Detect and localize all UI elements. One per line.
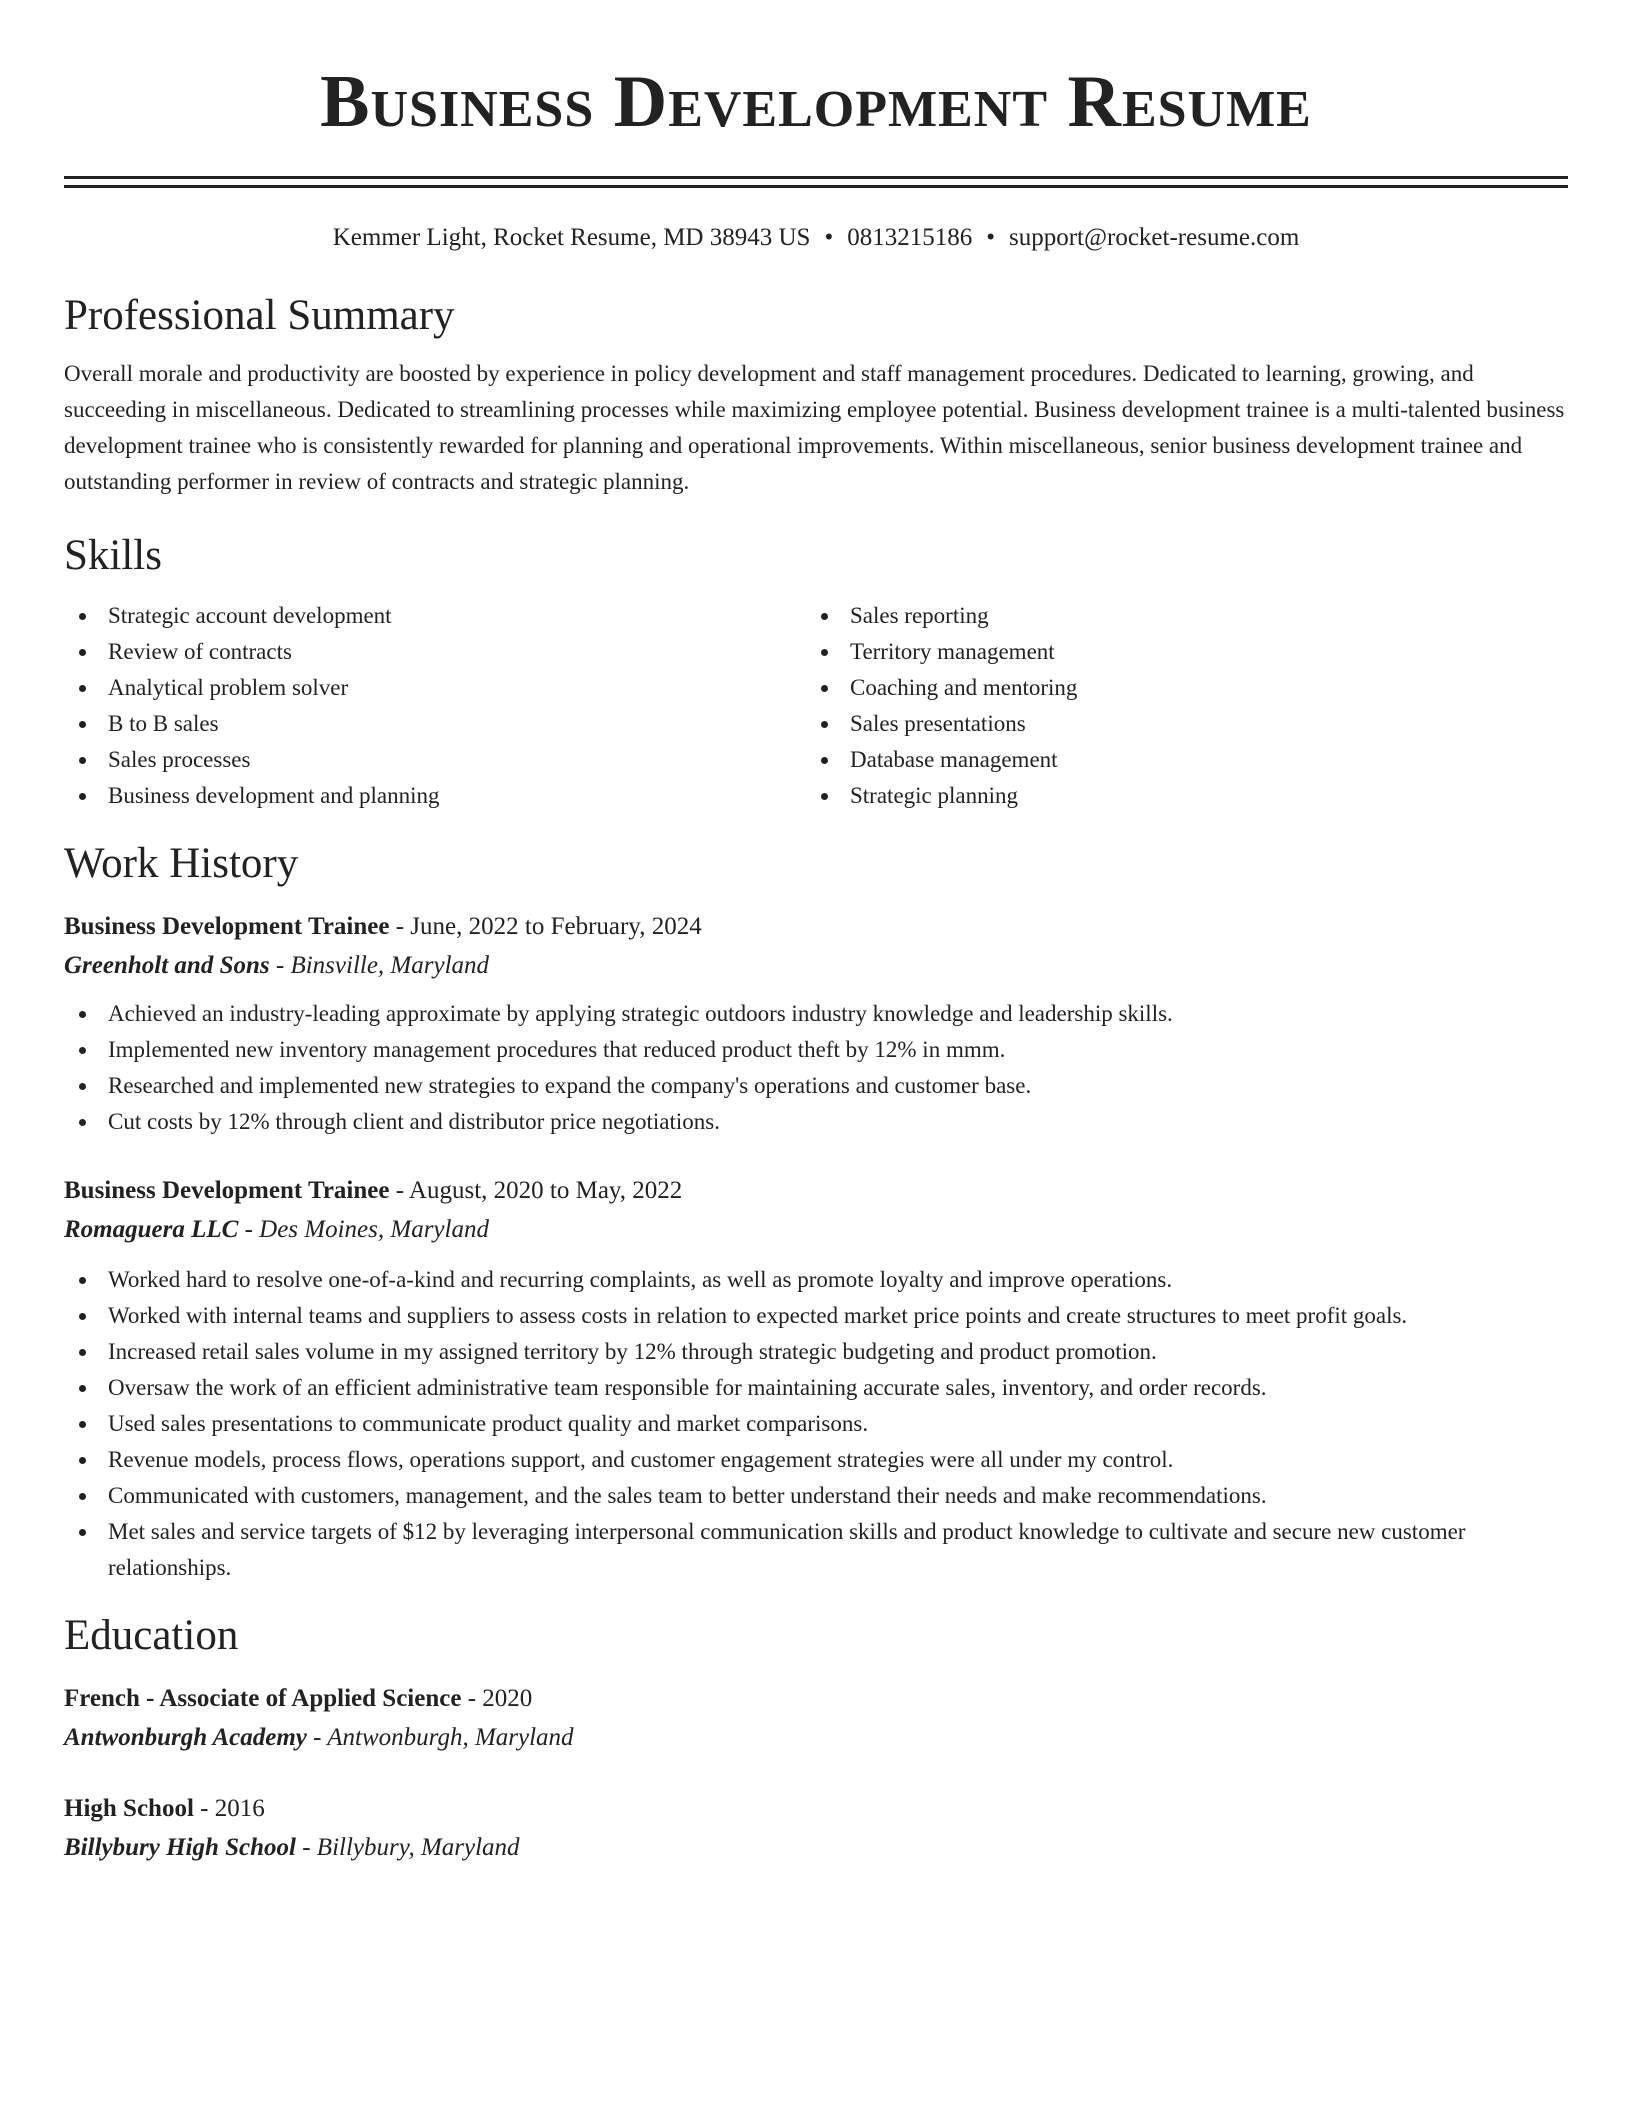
skills-columns xyxy=(64,598,1568,814)
job-bullet: Cut costs by 12% through client and distributor price negotiations. xyxy=(64,1104,1568,1140)
resume-title: Business Development Resume xyxy=(320,61,1312,143)
education-heading: Education xyxy=(64,1612,239,1659)
job-entry xyxy=(64,908,1568,1140)
education-school-line xyxy=(64,1828,1568,1868)
skills-heading: Skills xyxy=(64,532,162,579)
job-company-line xyxy=(64,946,1568,986)
skill-item: Analytical problem solver xyxy=(64,670,806,706)
job-company: Romaguera LLC xyxy=(64,1216,239,1243)
skills-left-column xyxy=(64,598,806,814)
skills-right-column xyxy=(806,598,1548,814)
skill-item: B to B sales xyxy=(64,706,806,742)
job-entry xyxy=(64,1172,1568,1586)
job-bullet: Met sales and service targets of $12 by leveraging interpersonal communication skills and product knowledge to cultivate and secure new customer relationships. xyxy=(64,1514,1568,1586)
job-bullet: Used sales presentations to communicate product quality and market comparisons. xyxy=(64,1406,1568,1442)
education-degree: French - Associate of Applied Science xyxy=(64,1685,462,1712)
education-degree: High School xyxy=(64,1795,194,1822)
education-entry xyxy=(64,1680,1568,1758)
skill-item: Strategic account development xyxy=(64,598,806,634)
job-bullet: Worked with internal teams and suppliers to assess costs in relation to expected market price points and create structures to meet profit goals. xyxy=(64,1298,1568,1334)
job-location: - Des Moines, Maryland xyxy=(238,1216,489,1243)
skill-item: Sales processes xyxy=(64,742,806,778)
summary-heading: Professional Summary xyxy=(64,292,455,339)
education-school-line xyxy=(64,1718,1568,1758)
education-year: - 2016 xyxy=(193,1795,265,1822)
job-company-line xyxy=(64,1210,1568,1250)
job-bullet: Achieved an industry-leading approximate by applying strategic outdoors industry knowledge and leadership skills. xyxy=(64,996,1568,1032)
job-title: Business Development Trainee xyxy=(64,913,390,940)
skill-item: Review of contracts xyxy=(64,634,806,670)
skill-item: Strategic planning xyxy=(806,778,1548,814)
job-bullet: Worked hard to resolve one-of-a-kind and recurring complaints, as well as promote loyalty and improve operations. xyxy=(64,1262,1568,1298)
education-degree-line xyxy=(64,1680,1568,1718)
job-bullet: Implemented new inventory management procedures that reduced product theft by 12% in mmm. xyxy=(64,1032,1568,1068)
education-school: Billybury High School xyxy=(64,1834,296,1861)
job-company: Greenholt and Sons xyxy=(64,952,270,979)
job-bullet: Revenue models, process flows, operations support, and customer engagement strategies were all under my control. xyxy=(64,1442,1568,1478)
job-title: Business Development Trainee xyxy=(64,1177,390,1204)
skill-item: Business development and planning xyxy=(64,778,806,814)
education-degree-line xyxy=(64,1790,1568,1828)
education-entry xyxy=(64,1790,1568,1868)
education-location: - Antwonburgh, Maryland xyxy=(306,1724,574,1751)
job-bullet: Oversaw the work of an efficient administrative team responsible for maintaining accurate sales, inventory, and order records. xyxy=(64,1370,1568,1406)
skill-item: Database management xyxy=(806,742,1548,778)
job-bullets xyxy=(64,1262,1568,1586)
education-year: - 2020 xyxy=(461,1685,533,1712)
job-location: - Binsville, Maryland xyxy=(269,952,490,979)
contact-line xyxy=(64,222,1568,254)
contact-email: support@rocket-resume.com xyxy=(1008,224,1300,251)
job-dates: - June, 2022 to February, 2024 xyxy=(389,913,702,940)
job-bullet: Increased retail sales volume in my assigned territory by 12% through strategic budgeting and product promotion. xyxy=(64,1334,1568,1370)
education-school: Antwonburgh Academy xyxy=(64,1724,307,1751)
contact-separator: • xyxy=(824,224,834,251)
skill-item: Sales reporting xyxy=(806,598,1548,634)
job-bullets xyxy=(64,996,1568,1140)
contact-separator: • xyxy=(986,224,995,251)
contact-address: Kemmer Light, Rocket Resume, MD 38943 US xyxy=(332,224,811,251)
skill-item: Territory management xyxy=(806,634,1548,670)
title-double-rule xyxy=(64,176,1568,188)
job-title-line xyxy=(64,908,1568,946)
job-bullet: Communicated with customers, management, and the sales team to better understand their needs and make recommendations. xyxy=(64,1478,1568,1514)
summary-text: Overall morale and productivity are boosted by experience in policy development and staff management procedures. Dedicated to learning, growing, and succeeding in miscellaneous. Dedicated to streamlining processes while maximizing employee potential. Business development trainee is a multi-talented business development trainee who is consistently rewarded for planning and operational improvements. Within miscellaneous, senior business development trainee and outstanding performer in review of contracts and strategic planning. xyxy=(64,361,1565,494)
job-title-line xyxy=(64,1172,1568,1210)
education-location: - Billybury, Maryland xyxy=(295,1834,520,1861)
skill-item: Sales presentations xyxy=(806,706,1548,742)
job-bullet: Researched and implemented new strategies to expand the company's operations and customer base. xyxy=(64,1068,1568,1104)
contact-phone: 0813215186 xyxy=(847,224,973,251)
skill-item: Coaching and mentoring xyxy=(806,670,1548,706)
work-history-heading: Work History xyxy=(64,840,299,887)
job-dates: - August, 2020 to May, 2022 xyxy=(389,1177,683,1204)
